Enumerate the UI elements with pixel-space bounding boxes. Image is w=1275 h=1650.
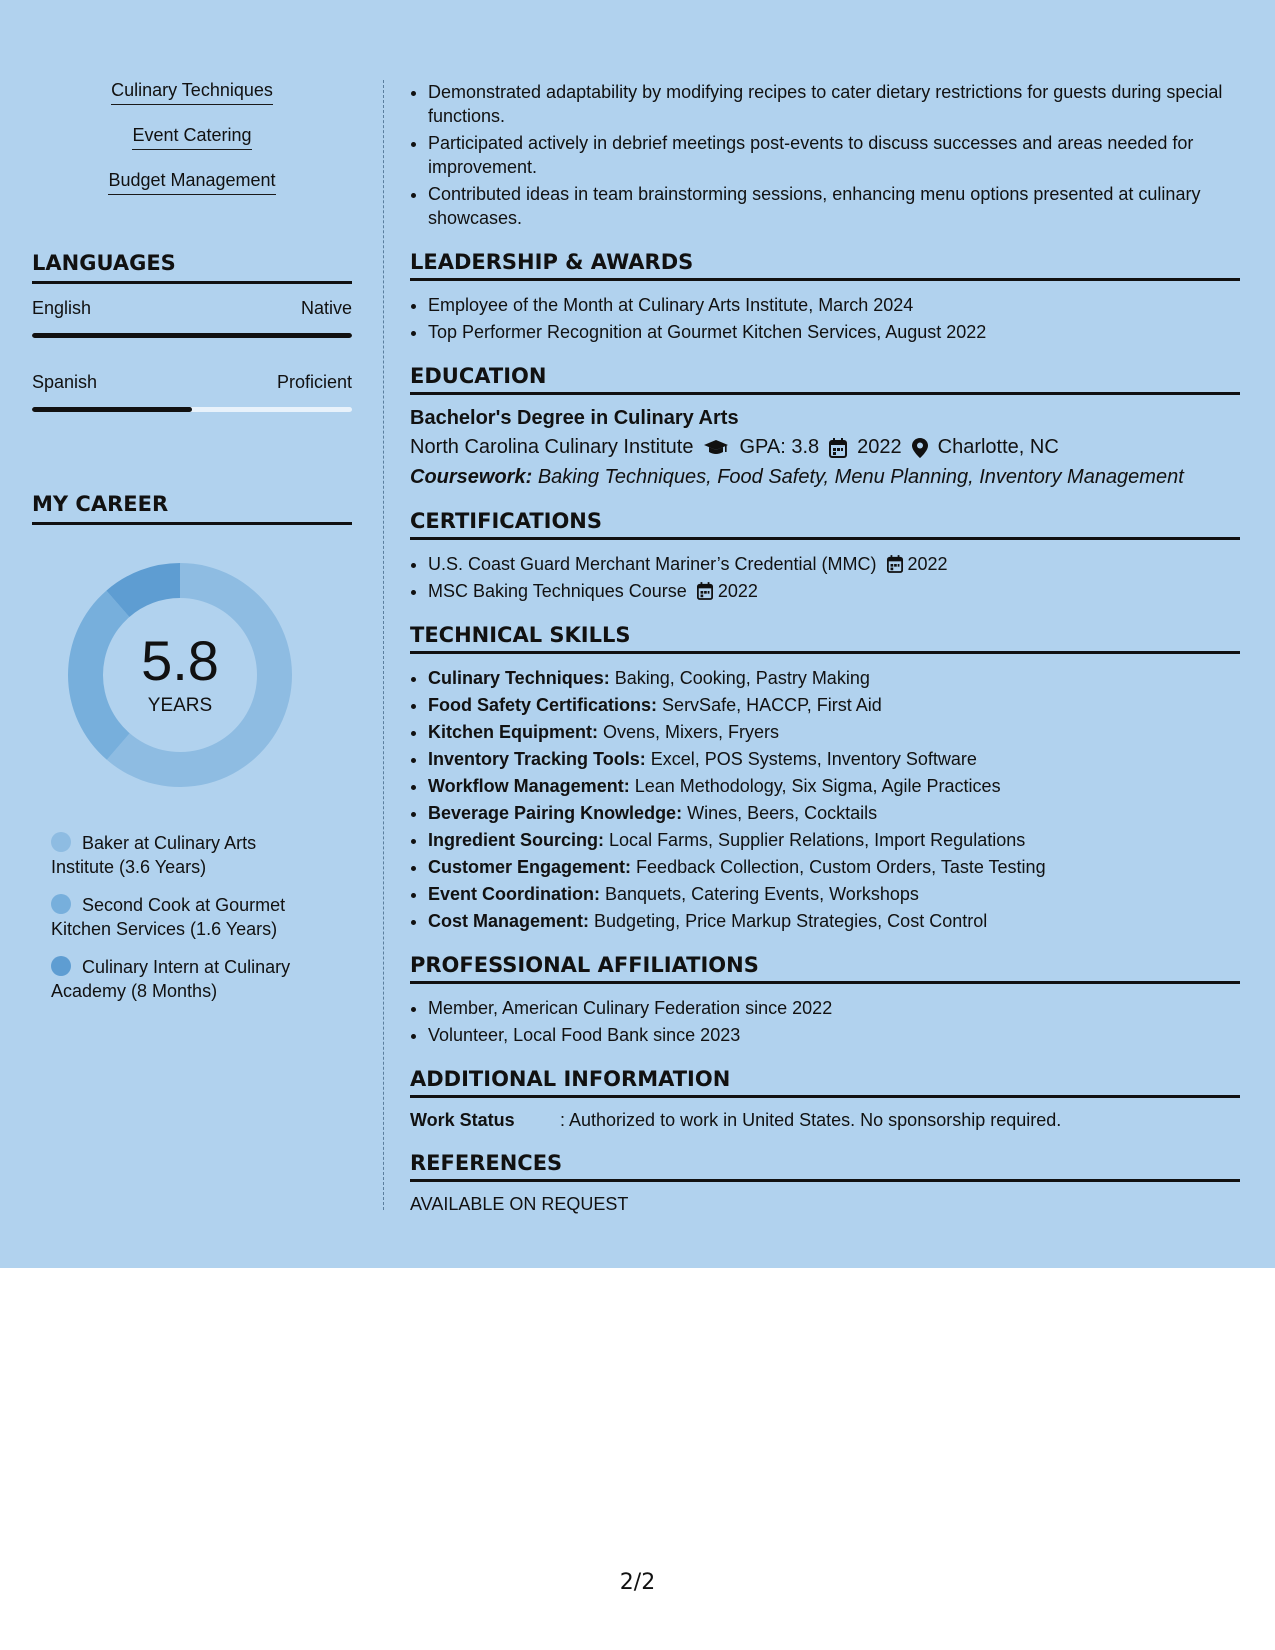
list-item: • Kitchen Equipment: Ovens, Mixers, Fryers <box>428 720 1240 744</box>
calendar-icon <box>887 555 903 573</box>
language-bar-fill <box>32 407 192 412</box>
calendar-icon <box>829 438 847 458</box>
affiliations-heading: PROFESSIONAL AFFILIATIONS <box>410 953 1240 984</box>
language-bar-fill <box>32 333 352 338</box>
language-name: Spanish <box>32 372 98 392</box>
career-donut <box>60 555 300 795</box>
education-heading: EDUCATION <box>410 364 1240 395</box>
leadership-heading: LEADERSHIP & AWARDS <box>410 250 1240 281</box>
career-total: 5.8 <box>141 629 219 692</box>
language-level: Native <box>300 298 352 318</box>
languages-heading: LANGUAGES <box>32 251 352 284</box>
legend-item: Baker at Culinary Arts Institute (3.6 Years) <box>51 833 257 877</box>
references-heading: REFERENCES <box>410 1151 1240 1182</box>
calendar-icon <box>697 582 713 600</box>
left-column <box>32 80 352 1017</box>
education-location: Charlotte, NC <box>937 436 1059 458</box>
list-item: • Event Coordination: Banquets, Catering Events, Workshops <box>428 882 1240 906</box>
school-name: North Carolina Culinary Institute <box>410 436 694 458</box>
career-unit: YEARS <box>147 695 213 716</box>
legend-item: Culinary Intern at Culinary Academy (8 Months) <box>51 957 291 1001</box>
career-heading: MY CAREER <box>32 492 352 525</box>
list-item: • Inventory Tracking Tools: Excel, POS Systems, Inventory Software <box>428 747 1240 771</box>
language-name: English <box>32 298 92 318</box>
degree-title: Bachelor's Degree in Culinary Arts <box>410 407 739 429</box>
location-pin-icon <box>912 438 928 458</box>
list-item: • Workflow Management: Lean Methodology, Six Sigma, Agile Practices <box>428 774 1240 798</box>
list-item: • Ingredient Sourcing: Local Farms, Supplier Relations, Import Regulations <box>428 828 1240 852</box>
language-level: Proficient <box>276 372 352 392</box>
column-divider <box>383 80 384 1210</box>
skill-tags <box>32 80 352 215</box>
list-item: • Cost Management: Budgeting, Price Markup Strategies, Cost Control <box>428 909 1240 933</box>
skill-tag: Budget Management <box>108 170 275 195</box>
list-item: • Employee of the Month at Culinary Arts Institute, March 2024 <box>428 293 1240 317</box>
list-item: • Participated actively in debrief meetings post-events to discuss successes and areas needed for improvement. <box>428 131 1240 179</box>
skill-tag: Event Catering <box>132 125 251 150</box>
career-legend <box>51 831 352 1003</box>
list-item: • Contributed ideas in team brainstorming sessions, enhancing menu options presented at culinary showcases. <box>428 182 1240 230</box>
list-item: • Beverage Pairing Knowledge: Wines, Beers, Cocktails <box>428 801 1240 825</box>
legend-item: Second Cook at Gourmet Kitchen Services (1.6 Years) <box>51 895 286 939</box>
leadership-list <box>410 293 1240 344</box>
graduation-cap-icon <box>703 438 729 458</box>
skill-tag: Culinary Techniques <box>111 80 273 105</box>
language-bar <box>32 333 352 338</box>
work-status-label: Work Status <box>410 1110 515 1130</box>
gpa: GPA: 3.8 <box>739 436 820 458</box>
legend-dot <box>51 956 71 976</box>
list-item: • Demonstrated adaptability by modifying recipes to cater dietary restrictions for guests during special functions. <box>428 80 1240 128</box>
legend-dot <box>51 832 71 852</box>
graduation-year: 2022 <box>857 436 902 458</box>
additional-info-heading: ADDITIONAL INFORMATION <box>410 1067 1240 1098</box>
page-number: 2/2 <box>619 1570 656 1595</box>
references-text: AVAILABLE ON REQUEST <box>410 1194 629 1214</box>
affiliations-list <box>410 996 1240 1047</box>
work-status <box>410 1110 1240 1131</box>
experience-bullets <box>410 80 1240 230</box>
technical-skills-list <box>410 666 1240 933</box>
list-item: • Top Performer Recognition at Gourmet Kitchen Services, August 2022 <box>428 320 1240 344</box>
list-item: • U.S. Coast Guard Merchant Mariner’s Credential (MMC) 2022 <box>428 552 1240 576</box>
legend-dot <box>51 894 71 914</box>
technical-skills-heading: TECHNICAL SKILLS <box>410 623 1240 654</box>
language-bar <box>32 407 352 412</box>
education-details <box>410 436 1240 459</box>
list-item: • Customer Engagement: Feedback Collection, Custom Orders, Taste Testing <box>428 855 1240 879</box>
certifications-list <box>410 552 1240 603</box>
language-item <box>32 298 352 338</box>
list-item: • Volunteer, Local Food Bank since 2023 <box>428 1023 1240 1047</box>
certifications-heading: CERTIFICATIONS <box>410 509 1240 540</box>
coursework: Coursework: Baking Techniques, Food Safety, Menu Planning, Inventory Management <box>410 466 1184 488</box>
list-item: • Culinary Techniques: Baking, Cooking, Pastry Making <box>428 666 1240 690</box>
work-status-value: : Authorized to work in United States. No sponsorship required. <box>560 1110 1062 1130</box>
list-item: • Food Safety Certifications: ServSafe, HACCP, First Aid <box>428 693 1240 717</box>
list-item: • Member, American Culinary Federation since 2022 <box>428 996 1240 1020</box>
language-item <box>32 372 352 412</box>
right-column <box>410 80 1240 1215</box>
list-item: • MSC Baking Techniques Course 2022 <box>428 579 1240 603</box>
